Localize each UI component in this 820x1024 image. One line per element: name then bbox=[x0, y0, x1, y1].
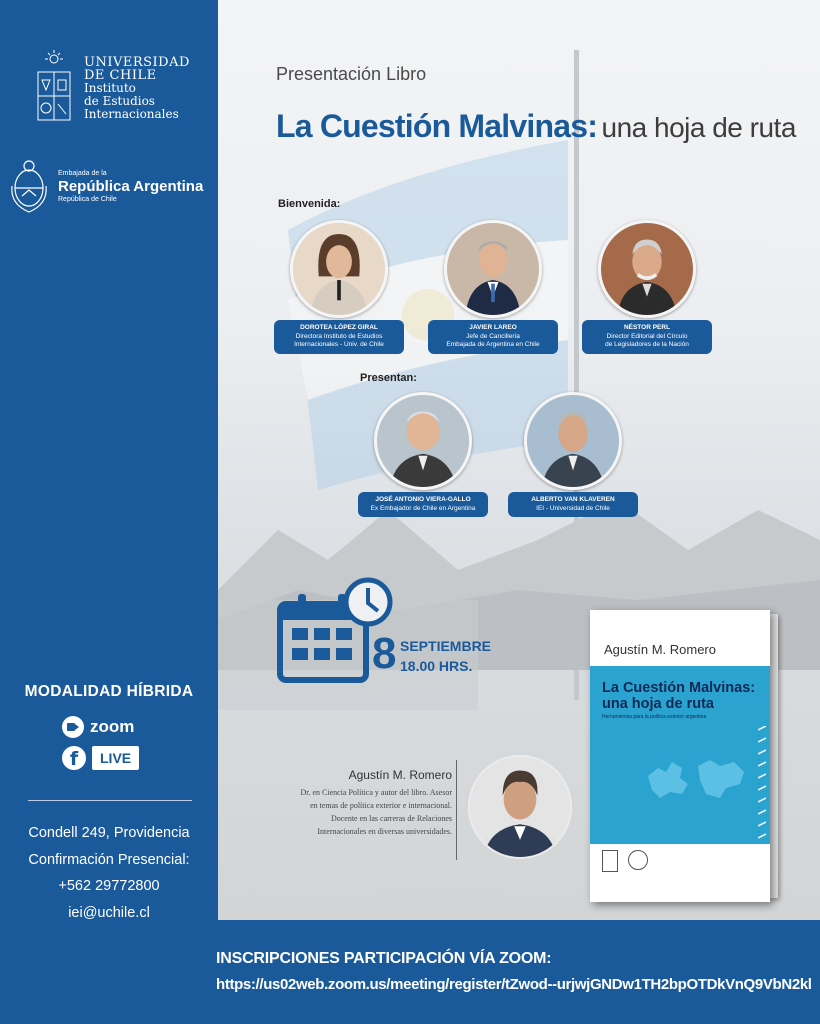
speaker-name: DOROTEA LÓPEZ GIRAL bbox=[300, 324, 378, 331]
zoom-badge bbox=[62, 716, 134, 738]
legislators-seal-icon bbox=[628, 850, 648, 870]
speaker-caption bbox=[582, 320, 712, 354]
speaker-photo bbox=[444, 220, 542, 318]
registration-band bbox=[0, 920, 820, 1024]
presenter-role: Ex Embajador de Chile en Argentina bbox=[370, 504, 476, 512]
facebook-icon: f bbox=[62, 746, 86, 770]
contact-email: iei@uchile.cl bbox=[68, 904, 150, 921]
embassy-name: República Argentina bbox=[58, 178, 204, 195]
argentina-coat-of-arms-icon bbox=[8, 156, 50, 214]
university-line3: Instituto bbox=[84, 81, 136, 95]
sidebar bbox=[0, 0, 218, 920]
registration-link[interactable]: https://us02web.zoom.us/meeting/register/tZwod--urjwjGNDw1TH2bpOTDkVnQ9VbN2kl bbox=[216, 976, 812, 993]
falkland-islands-map-icon bbox=[644, 746, 754, 806]
presenter-caption bbox=[358, 492, 488, 517]
speaker-card bbox=[428, 220, 558, 354]
book-author: Agustín M. Romero bbox=[604, 642, 716, 657]
embassy-top-text: Embajada de la bbox=[58, 170, 107, 177]
event-title-bold: La Cuestión Malvinas: bbox=[276, 108, 598, 144]
speaker-role: Director Editorial del Círculo bbox=[606, 332, 688, 340]
event-time: 18.00 HRS. bbox=[400, 658, 473, 674]
universidad-de-chile-logo-text bbox=[84, 56, 190, 121]
book-stripe-decoration bbox=[758, 726, 766, 896]
speaker-card bbox=[274, 220, 404, 354]
author-bio-line: Docente en las carreras de Relaciones bbox=[330, 814, 452, 823]
speaker-caption bbox=[428, 320, 558, 354]
book-subtitle: Herramientas para la política exterior argentina bbox=[602, 714, 707, 720]
speaker-role: Embajada de Argentina en Chile bbox=[446, 341, 540, 348]
university-line5: Internacionales bbox=[84, 107, 179, 121]
book-title-line: una hoja de ruta bbox=[602, 696, 714, 712]
book-title-line: La Cuestión Malvinas: bbox=[602, 680, 756, 696]
presenter-card bbox=[508, 392, 638, 517]
event-pre-title: Presentación Libro bbox=[276, 64, 427, 84]
book-cover bbox=[590, 610, 770, 902]
presenter-role: IEI - Universidad de Chile bbox=[536, 504, 610, 512]
welcome-label: Bienvenida: bbox=[278, 198, 341, 210]
main-panel bbox=[218, 0, 820, 920]
contact-info bbox=[0, 820, 218, 926]
book-title bbox=[602, 680, 755, 712]
author-bio-line: Internacionales en diversas universidades. bbox=[317, 827, 452, 836]
author-bio bbox=[262, 786, 452, 838]
speaker-role: de Legisladores de la Nación bbox=[605, 341, 689, 348]
presenter-card bbox=[358, 392, 488, 517]
sidebar-divider bbox=[28, 800, 192, 801]
speaker-name: NÉSTOR PERL bbox=[623, 324, 671, 331]
registration-title: INSCRIPCIONES PARTICIPACIÓN VÍA ZOOM: bbox=[216, 950, 552, 967]
presenter-name: JOSÉ ANTONIO VIERA-GALLO bbox=[375, 496, 471, 503]
speaker-card bbox=[582, 220, 712, 354]
speaker-role: Internacionales - Univ. de Chile bbox=[294, 341, 384, 348]
presenters-label: Presentan: bbox=[360, 372, 417, 384]
event-title-light: una hoja de ruta bbox=[601, 112, 796, 143]
embassy-bottom-text: República de Chile bbox=[58, 196, 117, 203]
university-line4: de Estudios bbox=[84, 94, 155, 108]
author-divider bbox=[456, 760, 457, 860]
author-bio-line: en temas de política exterior e internacional. bbox=[310, 801, 452, 810]
speaker-name: JAVIER LAREO bbox=[469, 324, 517, 331]
live-label: LIVE bbox=[92, 746, 139, 770]
speaker-photo bbox=[290, 220, 388, 318]
author-bio-line: Dr. en Ciencia Política y autor del libro. Asesor bbox=[300, 788, 452, 797]
embassy-logo-text bbox=[58, 170, 203, 203]
event-month: SEPTIEMBRE bbox=[400, 638, 492, 654]
facebook-live-badge bbox=[62, 746, 139, 770]
book-publisher-logos bbox=[602, 850, 648, 872]
presenter-caption bbox=[508, 492, 638, 517]
author-photo bbox=[468, 755, 572, 859]
university-line1: UNIVERSIDAD bbox=[84, 55, 190, 70]
contact-confirm-label: Confirmación Presencial: bbox=[28, 851, 190, 868]
universidad-de-chile-crest-icon bbox=[34, 50, 74, 124]
presenter-photo bbox=[524, 392, 622, 490]
speaker-role: Jefe de Cancillería bbox=[466, 332, 520, 340]
presenter-photo bbox=[374, 392, 472, 490]
university-line2: DE CHILE bbox=[84, 68, 157, 83]
speaker-caption bbox=[274, 320, 404, 354]
contact-address: Condell 249, Providencia bbox=[28, 825, 190, 841]
book-cover-band bbox=[590, 666, 770, 844]
event-title bbox=[276, 108, 796, 145]
zoom-label: zoom bbox=[90, 717, 135, 736]
contact-phone: +562 29772800 bbox=[58, 878, 160, 894]
event-day: 8 bbox=[372, 629, 397, 678]
author-name: Agustín M. Romero bbox=[348, 768, 452, 782]
presenter-name: ALBERTO VAN KLAVEREN bbox=[531, 496, 615, 503]
publisher-logo-icon bbox=[602, 850, 618, 872]
speaker-photo bbox=[598, 220, 696, 318]
zoom-icon bbox=[62, 716, 84, 738]
speaker-role: Directora Instituto de Estudios bbox=[295, 332, 383, 340]
modality-title: MODALIDAD HÍBRIDA bbox=[24, 683, 194, 700]
